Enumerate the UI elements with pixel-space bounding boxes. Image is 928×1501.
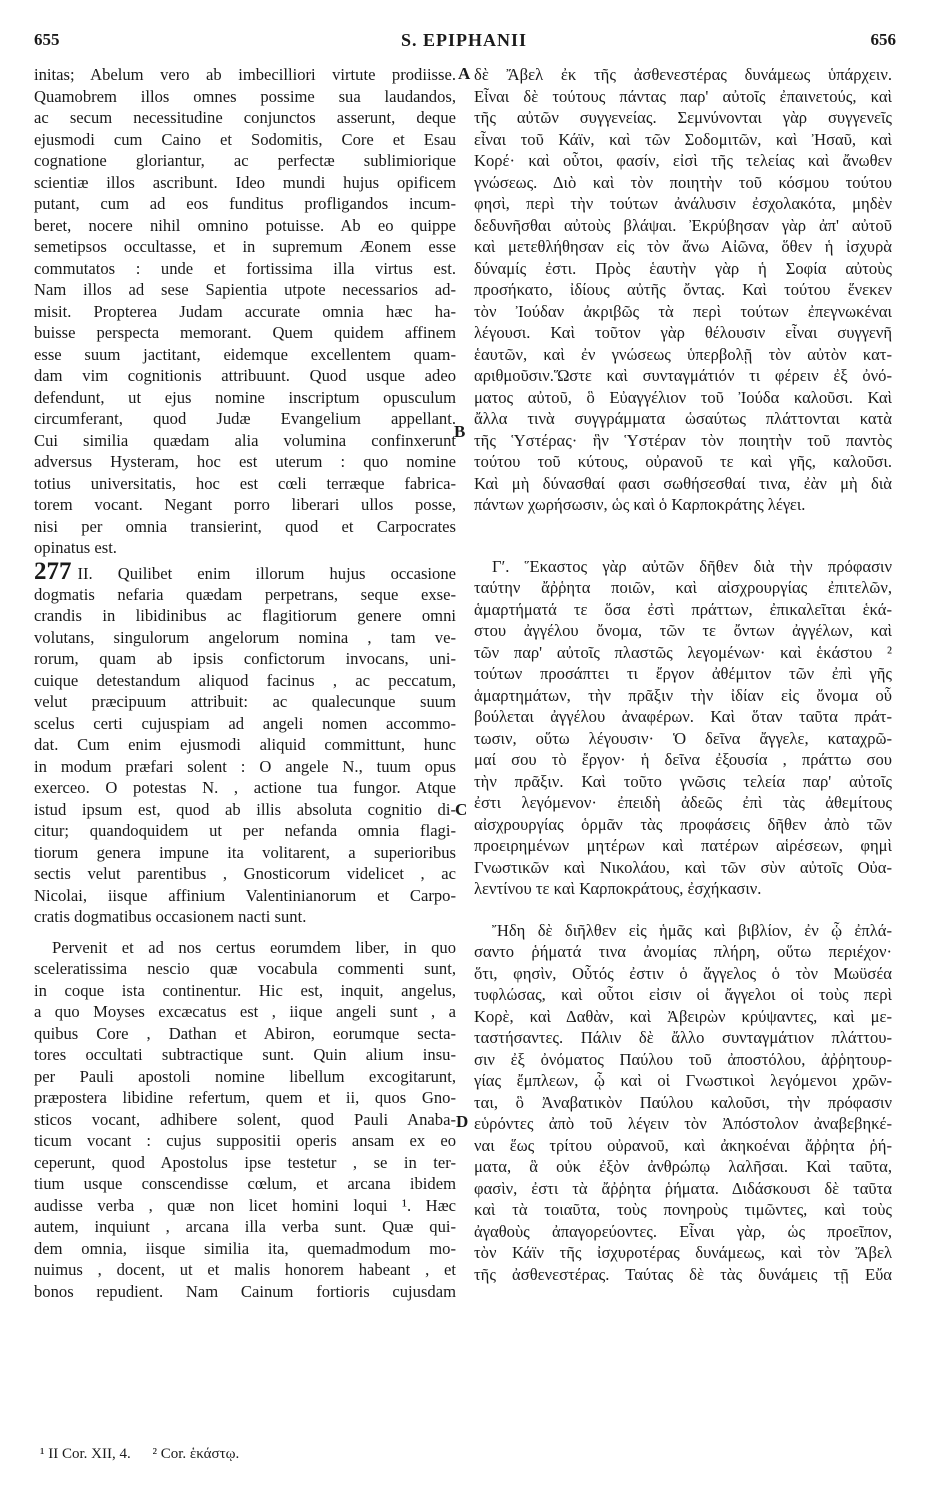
text-line: circumferant, quod Judæ Evangelium appellant. (34, 409, 456, 428)
text-line: τούτου τοῦ κύτους, οὐρανοῦ τε καὶ γῆς, καλοῦσι. (474, 452, 892, 471)
margin-letter-c: C (455, 800, 468, 819)
text-line: ταύτην ἄῤῥητα ποιῶν, καὶ αἰσχρουργίας ἐπιτελῶν, (474, 578, 892, 597)
text-line: γνώσεως. Διὸ καὶ τὸν ποιητὴν τοῦ κόσμου τούτου (474, 172, 892, 192)
text-line: γίας ἔμπλεων, ᾧ καὶ οἱ Γνωστικοὶ λεγόμενοι χρῶν- (474, 1071, 892, 1090)
greek-column (474, 64, 892, 1285)
text-line: δὲ Ἄβελ ἐκ τῆς ἀσθενεστέρας δυνάμεως ὑπάρχειν. (474, 65, 892, 84)
text-line: dogmatis nefaria quædam perpetrans, seque exse- (34, 584, 456, 604)
text-line: Γʹ. Ἕκαστος γὰρ αὐτῶν δῆθεν διὰ τὴν πρόφασιν (492, 556, 892, 576)
text-line: καὶ μετεθλήθησαν εἰς τὸν ἄνω Αἰῶνα, ὅθεν ἡ ἰσχυρὰ (474, 237, 892, 256)
text-line: λέγουσι. Καὶ τοῦτον γὰρ θέλουσιν εἶναι συγγενῆ (474, 323, 892, 342)
running-title: S. EPIPHANII (400, 30, 528, 50)
text-line: dem omnia, iisque similia ita, quemadmodum mo- (34, 1238, 456, 1258)
margin-letter-a: A (458, 64, 471, 83)
text-line: ἐστι λεγόμενον· ἐπειδὴ ἀδεῶς ἐπὶ τὰς ἀθεμίτους (474, 793, 892, 812)
section-first-line: II. Quilibet enim illorum hujus occasione (77, 563, 456, 583)
text-line: commutatos : unde et fortissima illa virtus est. (34, 258, 456, 278)
text-line: Κορέ· καὶ οὗτοι, φασίν, εἰσὶ τῆς τελείας καὶ ἄνωθεν (474, 151, 892, 170)
text-line: τῆς Ὑστέρας· ἣν Ὑστέραν τὸν ποιητὴν τοῦ παντὸς (474, 430, 892, 450)
text-line: Nicolai, iisque affinium Valentinianorum et Carpo- (34, 885, 456, 905)
text-line: δύναμίς ἐστι. Πρὸς ἑαυτὴν γὰρ ἡ Σοφία αὐτοὺς (474, 258, 892, 278)
text-line: ται, ὃ Ἀναβατικὸν Παύλου καλοῦσι, τὴν πρόφασιν (474, 1092, 892, 1112)
text-line: τὴν πρᾶξιν. Καὶ τοῦτο γνῶσις τελεία παρ' αὐτοῖς (474, 771, 892, 791)
text-line: scelus certi cujuspiam ad angeli nomen accommo- (34, 713, 456, 733)
text-line: στου ἀγγέλου ὄνομα, τῶν τε ὄντων ἀγγέλων, καὶ (474, 621, 892, 640)
text-line: καὶ τὰ τοιαῦτα, τοὺς πονηροὺς τιμῶντες, καὶ τοὺς (474, 1200, 892, 1219)
text-line: nuimus , docent, ut et malis honorem habeant , et (34, 1260, 456, 1279)
text-line: τὸν Ἰούδαν ἀκριβῶς τὰ περὶ τούτων ἐπεγνωκέναι (474, 301, 892, 321)
text-line: Εἶναι δὲ τούτους πάντας παρ' αὐτοῖς ἐπαινετούς, καὶ (474, 86, 892, 106)
text-line: sceleratissima nescio quæ vocabula commenti sunt, (34, 959, 456, 978)
text-line: scientiæ illos ascribunt. Ideo mundi hujus opificem (34, 172, 456, 192)
text-line: εἶναι τοῦ Κάϊν, καὶ τῶν Σοδομιτῶν, καὶ Ἠσαῦ, καὶ (474, 129, 892, 149)
margin-letter-b: B (454, 422, 466, 441)
text-line: nisi per omnia transierint, quod et Carpocrates (34, 516, 456, 536)
text-line: tiorum genera impune ita volitarent, a superioribus (34, 842, 456, 862)
text-line: τῶν παρ' αὐτοῖς πλαστῶς λεγομένων· καὶ ἑκάστου ² (474, 642, 892, 662)
left-page-number: 655 (34, 30, 60, 49)
text-line: torem vocant. Negant porro liberari ullos posse, (34, 495, 456, 514)
text-line: dam vim cognitionis attribuunt. Quod usque adeo (34, 366, 456, 385)
section-number: 277 (34, 558, 72, 584)
text-line: citur; quandoquidem ut per nefanda omnia flagi- (34, 821, 456, 840)
footnotes (40, 1446, 257, 1463)
text-line: cuique detestandum aliquod facinus , ac peccatum, (34, 670, 456, 690)
text-line: misit. Propterea Judam accurate omnia hæc ha- (34, 301, 456, 321)
text-line: προειρημένων μητέρων καὶ πατέρων αἱρέσεων, φημὶ (474, 836, 892, 855)
text-line: μαί σου τὸ ἔργον· ἡ δεῖνα ἐξουσία , πράττω σου (474, 750, 892, 769)
text-line: ἀγαθοὺς ἀπαγορεύοντες. Εἶναι γὰρ, ὡς προεῖπον, (474, 1221, 892, 1241)
text-line: istud ipsum est, quod ab illis absoluta cognitio di- (34, 799, 456, 819)
text-line: in coque ista continentur. Hic est, inquit, angelus, (34, 980, 456, 1000)
text-line: φασὶν, ἐστι τὰ ἄῤῥητα ῥήματα. Διδάσκουσι δὲ ταῦτα (474, 1178, 892, 1198)
paragraph-gap (474, 516, 892, 556)
text-line: exerceo. O potestas N. , actione tua fungor. Atque (34, 778, 456, 797)
text-line: per Pauli apostoli nomine libellum excogitarunt, (34, 1066, 456, 1086)
text-line: in modum præfari solent : O angele N., tuum opus (34, 756, 456, 776)
text-line: τῆς ἀσθενεστέρας. Ταύτας δὲ τὰς δυνάμεις τῇ Εὔα (474, 1264, 892, 1284)
text-line: ἑαυτῶν, καὶ ἐν γνώσεως ὑπερβολῇ τὸν αὐτὸν κατ- (474, 344, 892, 364)
text-line: δεδυνῆσθαι αὐτοὺς βλάψαι. Ἐκρύβησαν γὰρ ἀπ' αὐτοῦ (474, 215, 892, 235)
text-line: Ἤδη δὲ διῆλθεν εἰς ἡμᾶς καὶ βιβλίον, ἐν ᾧ ἐπλά- (492, 920, 892, 940)
footnote-1: ¹ II Cor. XII, 4. (40, 1446, 131, 1462)
text-line: εὑρόντες ἀπὸ τοῦ λέγειν τὸν Ἀπόστολον ἀναβεβηκέ- (474, 1114, 892, 1133)
text-line: Pervenit et ad nos certus eorumdem liber, in quo (52, 937, 456, 957)
text-line: τωσιν, οὕτω λέγουσιν· Ὁ δεῖνα ἄγγελε, καταχρῶ- (474, 728, 892, 748)
text-line: αἰσχρουργίας ὁρμᾶν τὰς προφάσεις δῆθεν ἀπὸ τῶν (474, 814, 892, 834)
text-line: ταστήσαντες. Πάλιν δὲ ἄλλο συνταγμάτιον πλάττου- (474, 1028, 892, 1047)
text-line: Κορὲ, καὶ Δαθὰν, καὶ Ἀβειρὼν κρύψαντες, καὶ με- (474, 1006, 892, 1026)
right-page-number: 656 (870, 30, 896, 49)
text-line: τούτων προσάπτει τι ἔργον ἀθέμιτον τῶν ἐπὶ γῆς (474, 664, 892, 683)
text-line: φησὶ, περὶ τὴν τούτων ἀνάλυσιν ἐσχολακότα, μηδὲν (474, 194, 892, 213)
text-line: τῆς αὐτῶν συγγενείας. Σεμνύνονται γὰρ συγγενεῖς (474, 108, 892, 127)
text-line: Καὶ μὴ δύνασθαί φασι σωθήσεσθαί τινα, ἐὰν μὴ διὰ (474, 473, 892, 493)
text-line: σαντο ῥήματά τινα ἀνομίας πλήρη, οὕτω περιέχον· (474, 942, 892, 961)
text-line: σιν ἐξ ὀνόματος Παύλου τοῦ ἀποστόλου, ἀῤῥητουρ- (474, 1049, 892, 1069)
text-line: opinatus est. (34, 538, 117, 557)
text-line: sticos vocant, adhibere solent, quod Pauli Anaba- (34, 1109, 456, 1129)
text-line: totius universitatis, hoc est cœli terræque fabrica- (34, 473, 456, 493)
text-line: τὸν Κάϊν τῆς ἰσχυροτέρας δυνάμεως, καὶ τὸν Ἄβελ (474, 1243, 892, 1262)
text-line: ὅτι, φησὶν, Οὗτός ἐστιν ὁ ἄγγελος ὁ τὸν Μωϋσέα (474, 963, 892, 983)
text-line: ἁμαρτήματά τε ὅσα ἐστὶ πράττων, ἐπικαλεῖται ἑκά- (474, 599, 892, 619)
text-line: semetipsos occultasse, et in supremum Æonem esse (34, 237, 456, 256)
text-line: ejusmodi cum Caino et Sodomitis, Core et Esau (34, 129, 456, 149)
text-line: ἄλλα τινὰ συγγράμματα ὡσαύτως πλάττονται κατὰ (474, 409, 892, 428)
text-line: ac secum necessitudine conjunctos asserunt, deque (34, 108, 456, 127)
text-line: βούλεται ἀγγέλου ἀναφέρων. Καὶ ὅταν ταῦτα πράτ- (474, 707, 892, 726)
text-line: cognatione gloriantur, ac perfectæ sublimiorique (34, 151, 456, 170)
paragraph-gap (34, 928, 456, 937)
text-line: τυφλώσας, καὶ οὗτοι εἰσιν οἱ ἄγγελοι οἱ τοὺς περὶ (474, 985, 892, 1004)
text-line: putant, cum ad eos funditus profligandos incum- (34, 194, 456, 213)
latin-column (34, 64, 456, 1302)
text-line: audisse verba , quæ non licet homini loqui ¹. Hæc (34, 1195, 456, 1215)
text-line: velut præcipuum attribuit: ac qualecunque suum (34, 692, 456, 711)
text-line: a quo Moyses excæcatus est , iique angeli sunt , a (34, 1002, 456, 1021)
text-line: quibus Core , Dathan et Abiron, eorumque secta- (34, 1023, 456, 1043)
text-line: rorum, quam ab ipsis confictorum invocans, uni- (34, 649, 456, 668)
text-line: ματος αὐτοῦ, ὃ Εὐαγγέλιον τοῦ Ἰούδα καλοῦσι. Καὶ (474, 387, 892, 407)
text-line: ceperunt, quod Apostolus ipse testetur , se in ter- (34, 1152, 456, 1172)
text-line: præpostera libidine refertum, quem et ii, quos Gno- (34, 1088, 456, 1107)
section-line (34, 559, 456, 584)
text-line: πάντων χωρήσωσιν, ὡς καὶ ὁ Καρποκράτης λέγει. (474, 495, 806, 514)
text-line: volutans, singulorum angelorum nomina , tam ve- (34, 627, 456, 647)
text-line: Quamobrem illos omnes possime sua laudandos, (34, 86, 456, 106)
text-line: ματα, ἃ οὐκ ἐξὸν ἀνθρώπῳ λαλῆσαι. Καὶ ταῦτα, (474, 1157, 892, 1176)
text-line: Γνωστικῶν καὶ Νικολάου, καὶ τῶν σὺν αὐτοῖς Οὐα- (474, 857, 892, 877)
paragraph-gap (474, 900, 892, 920)
text-line: initas; Abelum vero ab imbecilliori virtute prodiisse. (34, 65, 456, 84)
text-line: defendunt, ut ejus nomine inscriptum opusculum (34, 387, 456, 407)
text-line: adversus Hysteram, hoc est uterum : quo nomine (34, 452, 456, 471)
page-header (30, 30, 898, 56)
text-line: αριθμοῦσιν.Ὥστε καὶ συνταγμάτιόν τι φέρειν ἐξ ὀνό- (474, 366, 892, 385)
text-line: ticum vocant : cujus suppositii operis ansam ex eo (34, 1131, 456, 1150)
text-line: προσήκατο, ἰδίους αὐτῆς ὄντας. Καὶ τούτου ἕνεκεν (474, 280, 892, 299)
text-line: sectis velut parentibus , Gnosticorum videlicet , ac (34, 864, 456, 883)
text-line: dat. Cum enim ejusmodi aliquid committunt, hunc (34, 735, 456, 754)
text-line: beret, nocere nihil omnino potuisse. Ab eo quippe (34, 215, 456, 235)
text-line: tium usque conscendisse cœlum, et arcana ibidem (34, 1174, 456, 1193)
text-line: esse suum jactitant, eidemque excellentem quam- (34, 344, 456, 364)
text-line: tores occultati subtractique sunt. Quin alium insu- (34, 1045, 456, 1064)
text-line: crandis in libidinibus ac flagitiorum genere omni (34, 606, 456, 625)
text-line: ἁμαρτημάτων, τὴν πρᾶξιν τὴν ἰδίαν εἰς ὄνομα οὗ (474, 685, 892, 705)
margin-letter-d: D (456, 1112, 469, 1131)
text-line: λεντίνου τε καὶ Καρποκράτους, ἐσχήκασιν. (474, 879, 762, 898)
text-line: Nam illos ad sese Sapientia utpote necessarios ad- (34, 280, 456, 299)
text-line: buisse perspecta memorant. Quem quidem affinem (34, 323, 456, 342)
text-line: ναι ἕως τρίτου οὐρανοῦ, καὶ ἀκηκοέναι ἄῤῥητα ῥή- (474, 1135, 892, 1155)
text-line: bonos repudient. Nam Cainum fortioris cujusdam (34, 1281, 456, 1301)
text-line: Cui similia quædam alia volumina confinxerunt (34, 430, 456, 450)
text-line: cratis dogmatibus occasionem nacti sunt. (34, 907, 307, 926)
footnote-2: ² Cor. ἑκάστῳ. (152, 1446, 240, 1462)
text-line: autem, inquiunt , arcana illa verba sunt. Quæ qui- (34, 1217, 456, 1236)
